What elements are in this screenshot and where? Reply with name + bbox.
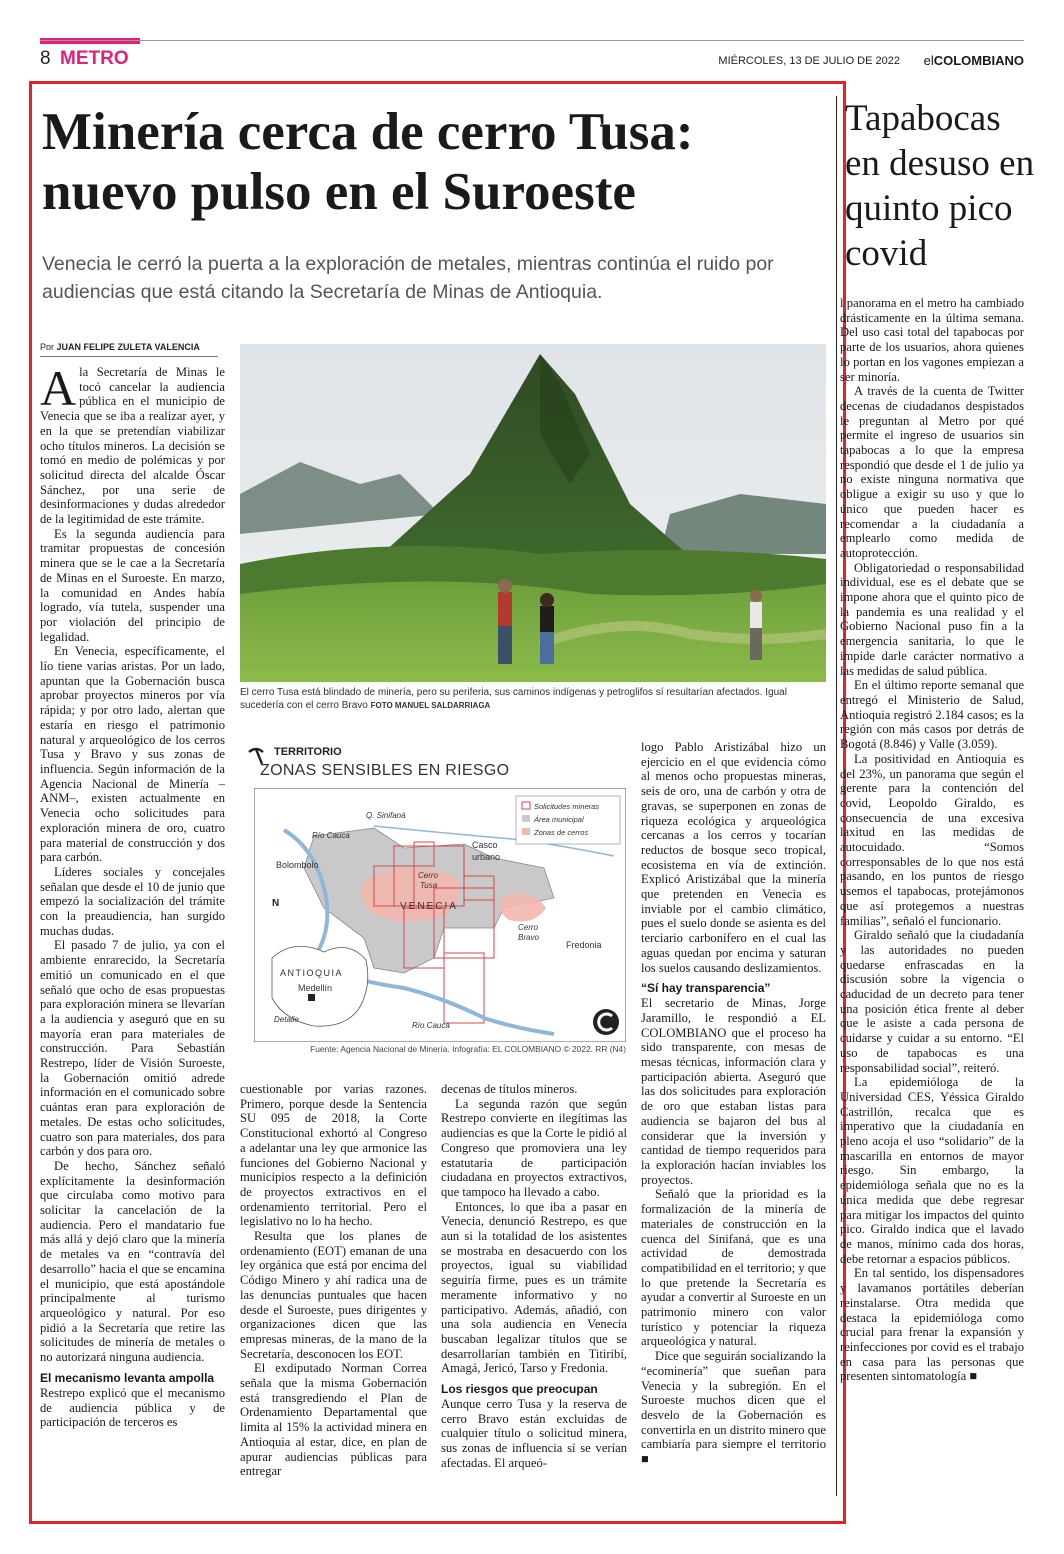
masthead-rule xyxy=(40,40,1024,41)
newspaper-brand xyxy=(924,53,1024,68)
article-paragraph: Entonces, lo que iba a pasar en Venecia, denunció Restrepo, es que aun si la totalidad de los asistentes se mostraba en desacuerdo con los proyectos, igual su viabilidad seguiría firme, pues es un trámite meramente informativo y no participativo. Además, añadió, con una sola audiencia en Venecia buscaban legalizar títulos que se desarrollarían también en Titiribí, Amagá, Jericó, Tarso y Fredonia. xyxy=(441,1199,627,1376)
label-antioquia: ANTIOQUIA xyxy=(280,968,344,978)
article-paragraph: Resulta que los planes de ordenamiento (EOT) emanan de una ley orgánica que está por encima del Código Minero y ahí radica una de las denuncias puntuales que hacen desde el Suroeste, pues dirigentes y organizaciones dicen que las empresas mineras, de la mano de la Secretaría, desconocen los EOT. xyxy=(240,1229,427,1361)
article-paragraph: El pasado 7 de julio, ya con el ambiente enrarecido, la Secretaría emitió un comunicado en el que señaló que ocho de esas propuestas para exploración minera se llevarían a la audiencia y aseguró que en su mayoría eran para materiales de construcción. Para Sebastián Restrepo, líder de Visión Suroeste, la Gobernación omitió adrede información en el comunicado sobre cuántas eran para exploración de metales. De estas ocho solicitudes, cuatro son para materiales, dos para carbón y dos para oro. xyxy=(40,938,225,1159)
label-urbano: urbano xyxy=(472,852,501,862)
label-detalle: Detalle xyxy=(274,1015,299,1024)
article-paragraph: cuestionable por varias razones. Primero, porque desde la Sentencia SU 095 de 2018, la Corte Constitucional exhortó al Congreso a adelantar una ley que armonice las funciones del Gobierno Nacional y municipios respecto a la definición de proyectos extractivos en el ordenamiento territorial. Pero el legislativo no lo ha hecho. xyxy=(240,1082,427,1229)
article-column-3 xyxy=(441,1082,627,1507)
article-paragraph: De hecho, Sánchez señaló explícitamente la desinformación que circulaba como motivo para solicitar la cancelación de la audiencia. Pero el mandatario fue más allá y dejó claro que la minería de metales va en “contravía del desarrollo” hacia el que se encamina el municipio, que está apostándole principalmente al turismo arqueológico y natural. Por eso pidió a la Secretaría que retire las solicitudes de minería de metales o no autorizará ninguna audiencia. xyxy=(40,1158,225,1365)
sidebar-paragraph: A través de la cuenta de Twitter decenas de ciudadanos despistados le preguntan al Metro por qué permite el ingreso de usuarios sin tapabocas a lo que la empresa respondió que desde el 1 de julio ya no existe ninguna normativa que obligue a exigir su uso y que lo único que pueden hacer es recomendar a la ciudadanía a emplearlo como medida de autoprotección. xyxy=(840,384,1024,560)
sidebar-paragraph: En tal sentido, los dispensadores y lavamanos portátiles deberían reinstalarse. Otra medida que destaca la epidemióloga como crucial para frenar la expansión y reinfecciones por covid es el trabajo en casa para las personas que presenten sintomatología ■ xyxy=(840,1266,1024,1384)
page-number: 8 xyxy=(40,48,51,69)
article-dek: Venecia le cerró la puerta a la exploración de metales, mientras continúa el ruido por audiencias que está citando la Secretaría de Minas de Antioquia. xyxy=(42,253,774,303)
article-paragraph: Ala Secretaría de Minas le tocó cancelar la audiencia pública en el municipio de Venecia que se iba a realizar ayer, y en la que se pretendían viabilizar ocho títulos mineros. La decisión se tomó en medio de polémicas y por solicitud directa del alcalde Óscar Sánchez, por una serie de desinformaciones y dudas alrededor de la legitimidad de este trámite. xyxy=(40,365,225,527)
article-paragraph: La segunda razón que según Restrepo convierte en ilegítimas las audiencias es que la Corte le pidió al Congreso que promoviera una ley estatutaria de participación ciudadana en proyectos extractivos, que tampoco ha llevado a cabo. xyxy=(441,1096,627,1199)
map-legend xyxy=(516,796,620,844)
hiker-2 xyxy=(540,593,554,664)
infographic-source: Fuente: Agencia Nacional de Minería. Infografía: EL COLOMBIANO © 2022. RR (N4) xyxy=(310,1044,626,1054)
infographic-kicker: TERRITORIO xyxy=(274,746,342,758)
label-rio-cauca-bottom: Río Cauca xyxy=(412,1021,450,1030)
article-photo xyxy=(240,344,826,682)
article-paragraph: Señaló que la prioridad es la formalización de la minería de materiales de construcción en la cuenca del Sinifaná, que es una actividad de demostrada compatibilidad en el territorio; y que lo que pretende la Secretaría es ayudar a convertir al Suroeste en un patrimonio minero con valor turístico y potenciar la riqueza arqueológica y natural. xyxy=(641,1187,826,1349)
article-paragraph: El exdiputado Norman Correa señala que la misma Gobernación está transgrediendo el Plan de Ordenamiento Departamental que limita al 15% la actividad minera en Antioquia al estar, dice, en plan de apurar audiencias públicas para entregar xyxy=(240,1361,427,1479)
label-cerro-tusa-1: Cerro xyxy=(418,871,439,880)
label-cerro-tusa-2: Tusa xyxy=(420,881,438,890)
article-subhead: El mecanismo levanta ampolla xyxy=(40,1370,215,1385)
article-column-1 xyxy=(40,365,225,1515)
map xyxy=(254,788,626,1042)
label-casco: Casco xyxy=(472,840,498,850)
map-svg xyxy=(254,788,626,1042)
label-rio-cauca-top: Río Cauca xyxy=(312,831,350,840)
photo-caption: El cerro Tusa está blindado de minería, pero su periferia, sus caminos indígenas y petroglifos sí resultarían afectados. Igual sucedería con el cerro Bravo FOTO MANUEL SALDARRIAGA xyxy=(240,687,787,711)
label-medellin: Medellín xyxy=(298,983,333,993)
hills-zone-tusa xyxy=(362,868,460,922)
byline xyxy=(40,342,218,357)
sidebar-paragraph: La positividad en Antioquia es del 23%, un panorama que según el gerente para la contención del covid, Leopoldo Giraldo, es consecuencia de una excesiva laxitud en las medidas de autocuidado. “Somos corresponsables de lo que nos está pasando, en los puntos de riesgo usemos el tapabocas, protejámonos que así protegemos a nuestras familias”, señaló el funcionario. xyxy=(840,751,1024,928)
legend-municipal: Área municipal xyxy=(534,815,584,824)
north-arrow: N xyxy=(272,898,280,909)
issue-date: MIÉRCOLES, 13 DE JULIO DE 2022 xyxy=(718,55,900,67)
sidebar-headline: Tapabocas en desuso en quinto pico covid xyxy=(845,98,1035,274)
legend-mining: Solicitudes mineras xyxy=(534,802,600,811)
el-colombiano-logo xyxy=(593,1009,619,1035)
article-column-4 xyxy=(641,740,826,1520)
sidebar-paragraph: Giraldo señaló que la ciudadanía y las autoridades no pueden quedarse enfrascadas en la discusión sobre la vigencia o caducidad de un decreto para tener una posición ética frente al deber que le asiste a cada persona de cuidarse y cuidar a su entorno. “El uso de tapabocas es una responsabilidad social”, reiteró. xyxy=(840,928,1024,1075)
article-paragraph: El secretario de Minas, Jorge Jaramillo, le respondió a EL COLOMBIANO que el proceso ha sido transparente, con mesas de mesas técnicas, información clara y participación abierta. Aseguró que las dos solicitudes para exploración de oro que estaban listas para audiencia se bajaron del bus al considerar que la inversión y cantidad de tiempo requeridos para la exploración hacían inviables los proyectos. xyxy=(641,996,826,1187)
article-paragraph: Es la segunda audiencia para tramitar propuestas de concesión minera que se le cae a la Secretaría de Minas en el Suroeste. En marzo, la comunidad en Andes había logrado, vía tutela, suspender una por violación del principio de legalidad. xyxy=(40,526,225,644)
column-divider xyxy=(836,96,837,1496)
sidebar-column xyxy=(840,296,1024,1522)
byline-prefix: Por xyxy=(40,342,55,352)
article-subhead: “Sí hay transparencia” xyxy=(641,981,771,996)
article-paragraph: logo Pablo Aristizábal hizo un ejercicio en el que evidencia cómo al menos ocho propuestas mineras, seis de oro, una de carbón y otra de gravas, se superponen en zonas de riqueza ecológica y arqueológica cercanas a los cerros y tocarían reductos de bosque seco tropical, ecosistema en vía de extinción. Explicó Aristizábal que la minería que pretenden en Venecia es inviable por el cambio climático, pues el suelo donde se asienta es del terciario carbonífero en el cual las aguas quedan por encima y saturan los suelos causando deslizamientos. xyxy=(641,740,826,975)
label-q-sinifana: Q. Sinifaná xyxy=(366,811,406,820)
dropcap: A xyxy=(40,365,77,416)
label-venecia: VENECIA xyxy=(400,901,458,912)
infographic-title: ZONAS SENSIBLES EN RIESGO xyxy=(260,762,510,779)
article-paragraph: Líderes sociales y concejales señalan que desde el 10 de junio que empezó la socialización del trámite con la preaudiencia, han surgido muchas dudas. xyxy=(40,864,225,938)
sidebar-paragraph: Obligatoriedad o responsabilidad individual, ese es el debate que se impone ahora que el quinto pico de la pandemia es una realidad y el Gobierno Nacional puso fin a la emergencia sanitaria, lo que le impide darle carácter normativo a las medidas de salud pública. xyxy=(840,560,1024,678)
cerro-tusa-photo xyxy=(240,344,826,682)
section-accent-bar xyxy=(40,38,140,44)
brand-name: COLOMBIANO xyxy=(933,53,1024,68)
label-cerro-bravo-2: Bravo xyxy=(518,933,539,942)
section-name: METRO xyxy=(60,48,129,69)
infographic xyxy=(246,742,626,1057)
photo-credit: FOTO MANUEL SALDARRIAGA xyxy=(370,701,491,710)
legend-hills: Zonas de cerros xyxy=(534,828,589,837)
masthead xyxy=(40,38,1024,72)
label-bolombolo: Bolombolo xyxy=(276,860,319,870)
article-paragraph: En Venecia, específicamente, el lío tiene varias aristas. Por un lado, apuntan que la Gobernación busca aprobar proyectos mineros por vía rápida; y por otro lado, alertan que estaría en riesgo el patrimonio natural y arqueológico de los cerros Tusa y Bravo y sus zonas de influencia. Según información de la Agencia Nacional de Minería –ANM–, existen actualmente en Venecia ocho solicitudes para exploración minera de oro, cuatro para material de construcción y dos para carbón. xyxy=(40,644,225,865)
label-cerro-bravo-1: Cerro xyxy=(518,923,539,932)
brand-prefix: el xyxy=(923,53,934,68)
article-paragraph: decenas de títulos mineros. xyxy=(441,1082,578,1096)
article-headline: Minería cerca de cerro Tusa: nuevo pulso en el Suroeste xyxy=(42,103,694,221)
article-paragraph: Restrepo explicó que el mecanismo de audiencia pública y de participación de terceros es xyxy=(40,1385,225,1430)
detail-marker xyxy=(308,994,315,1001)
sidebar-paragraph: En el último reporte semanal que entregó el Ministerio de Salud, Antioquia registró 2.184 casos; es la región con más casos por detrás de Bogotá (8.846) y Valle (3.059). xyxy=(840,678,1024,752)
sidebar-paragraph: La epidemióloga de la Universidad CES, Yéssica Giraldo Castrillón, recalca que es imperativo que la ciudadanía en pleno acoja el uso “solidario” de la mascarilla en entornos de mayor riesgo. Sin embargo, la epidemióloga señala que no es la única medida que debe regresar para mitigar los impactos del quinto pico. Giraldo indica que el lavado de manos, mínimo cada dos horas, debe retornar a espacios públicos. xyxy=(840,1075,1024,1266)
article-paragraph: Aunque cerro Tusa y la reserva de cerro Bravo están excluidas de cualquier título o solicitud minera, sus zonas de influencia sí se verían afectadas. El arqueó- xyxy=(441,1397,627,1470)
byline-author: JUAN FELIPE ZULETA VALENCIA xyxy=(56,342,200,352)
article-column-2 xyxy=(240,1082,427,1502)
article-paragraph: Dice que seguirán socializando la “ecominería” que sueñan para Venecia y la subregión. En el Suroeste muchos dicen que el desvelo de la Gobernación es convertirla en un distrito minero que cambiaría para siempre el territorio ■ xyxy=(641,1349,826,1467)
sidebar-paragraph: l panorama en el metro ha cambiado drásticamente en la última semana. Del uso casi total del tapabocas por parte de los usuarios, ahora quienes lo portan en los vagones empiezan a ser minoría. xyxy=(840,296,1024,384)
label-fredonia: Fredonia xyxy=(566,940,602,950)
article-subhead: Los riesgos que preocupan xyxy=(441,1382,598,1397)
